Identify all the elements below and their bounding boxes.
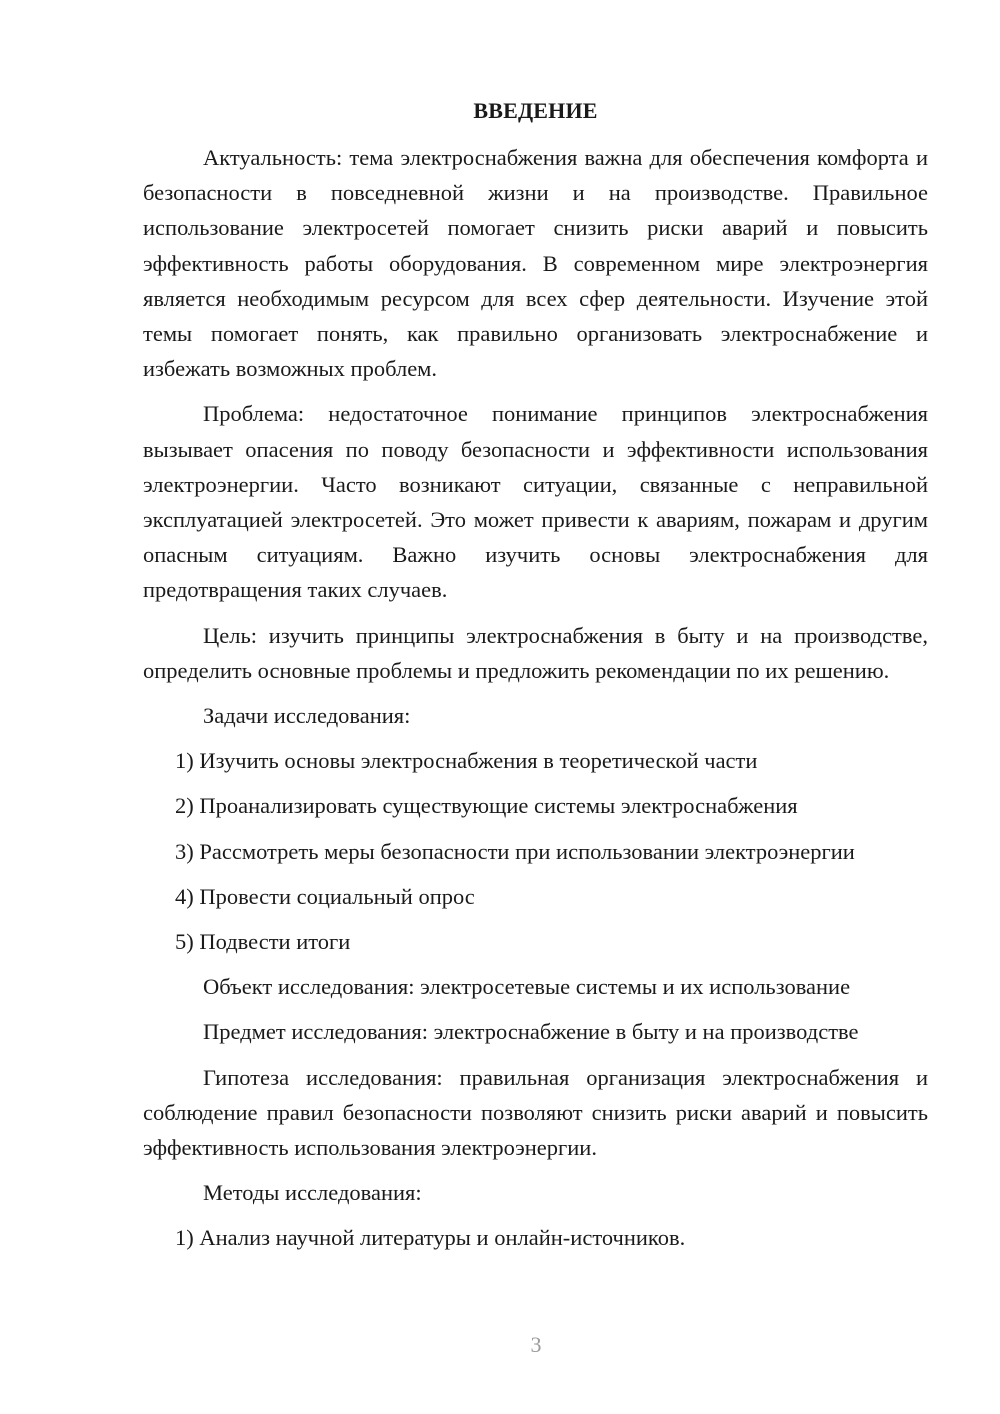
task-item: 4) Провести социальный опрос [175,883,475,909]
task-item: 1) Изучить основы электроснабжения в теоретической части [175,748,758,774]
problem-paragraph: Проблема: недостаточное понимание принципов электроснабжения вызывает опасения по поводу безопасности и эффективности использования электроэнергии. Часто возникают ситуации, связанные с неправильной эксплуатацией электросетей. Это может привести к авариям, пожарам и другим опасным ситуациям. Важно изучить основы электроснабжения для предотвращения таких случаев. [143,401,928,603]
hypothesis-paragraph: Гипотеза исследования: правильная организация электроснабжения и соблюдение правил безопасности позволяют снизить риски аварий и повысить эффективность использования электроэнергии. [143,1064,928,1161]
task-item: 3) Рассмотреть меры безопасности при использовании электроэнергии [175,838,855,864]
tasks-heading: Задачи исследования: [203,703,411,729]
page-number: 3 [530,1332,542,1357]
task-item: 5) Подвести итоги [175,929,351,955]
page-title: ВВЕДЕНИЕ [473,98,598,123]
task-item: 2) Проанализировать существующие системы электроснабжения [175,793,798,819]
method-item: 1) Анализ научной литературы и онлайн-источников. [175,1225,686,1251]
research-subject: Предмет исследования: электроснабжение в быту и на производстве [203,1019,859,1045]
page-content [143,93,928,1266]
research-object: Объект исследования: электросетевые системы и их использование [203,974,851,1000]
methods-list [143,1220,928,1255]
goal-paragraph: Цель: изучить принципы электроснабжения в быту и на производстве, определить основные проблемы и предложить рекомендации по их решению. [143,622,928,683]
methods-heading: Методы исследования: [203,1180,422,1206]
tasks-list [143,743,928,959]
relevance-paragraph: Актуальность: тема электроснабжения важна для обеспечения комфорта и безопасности в повседневной жизни и на производстве. Правильное использование электросетей помогает снизить риски аварий и повысить эффективность работы оборудования. В современном мире электроэнергия является необходимым ресурсом для всех сфер деятельности. Изучение этой темы помогает понять, как правильно организовать электроснабжение и избежать возможных проблем. [143,145,928,382]
